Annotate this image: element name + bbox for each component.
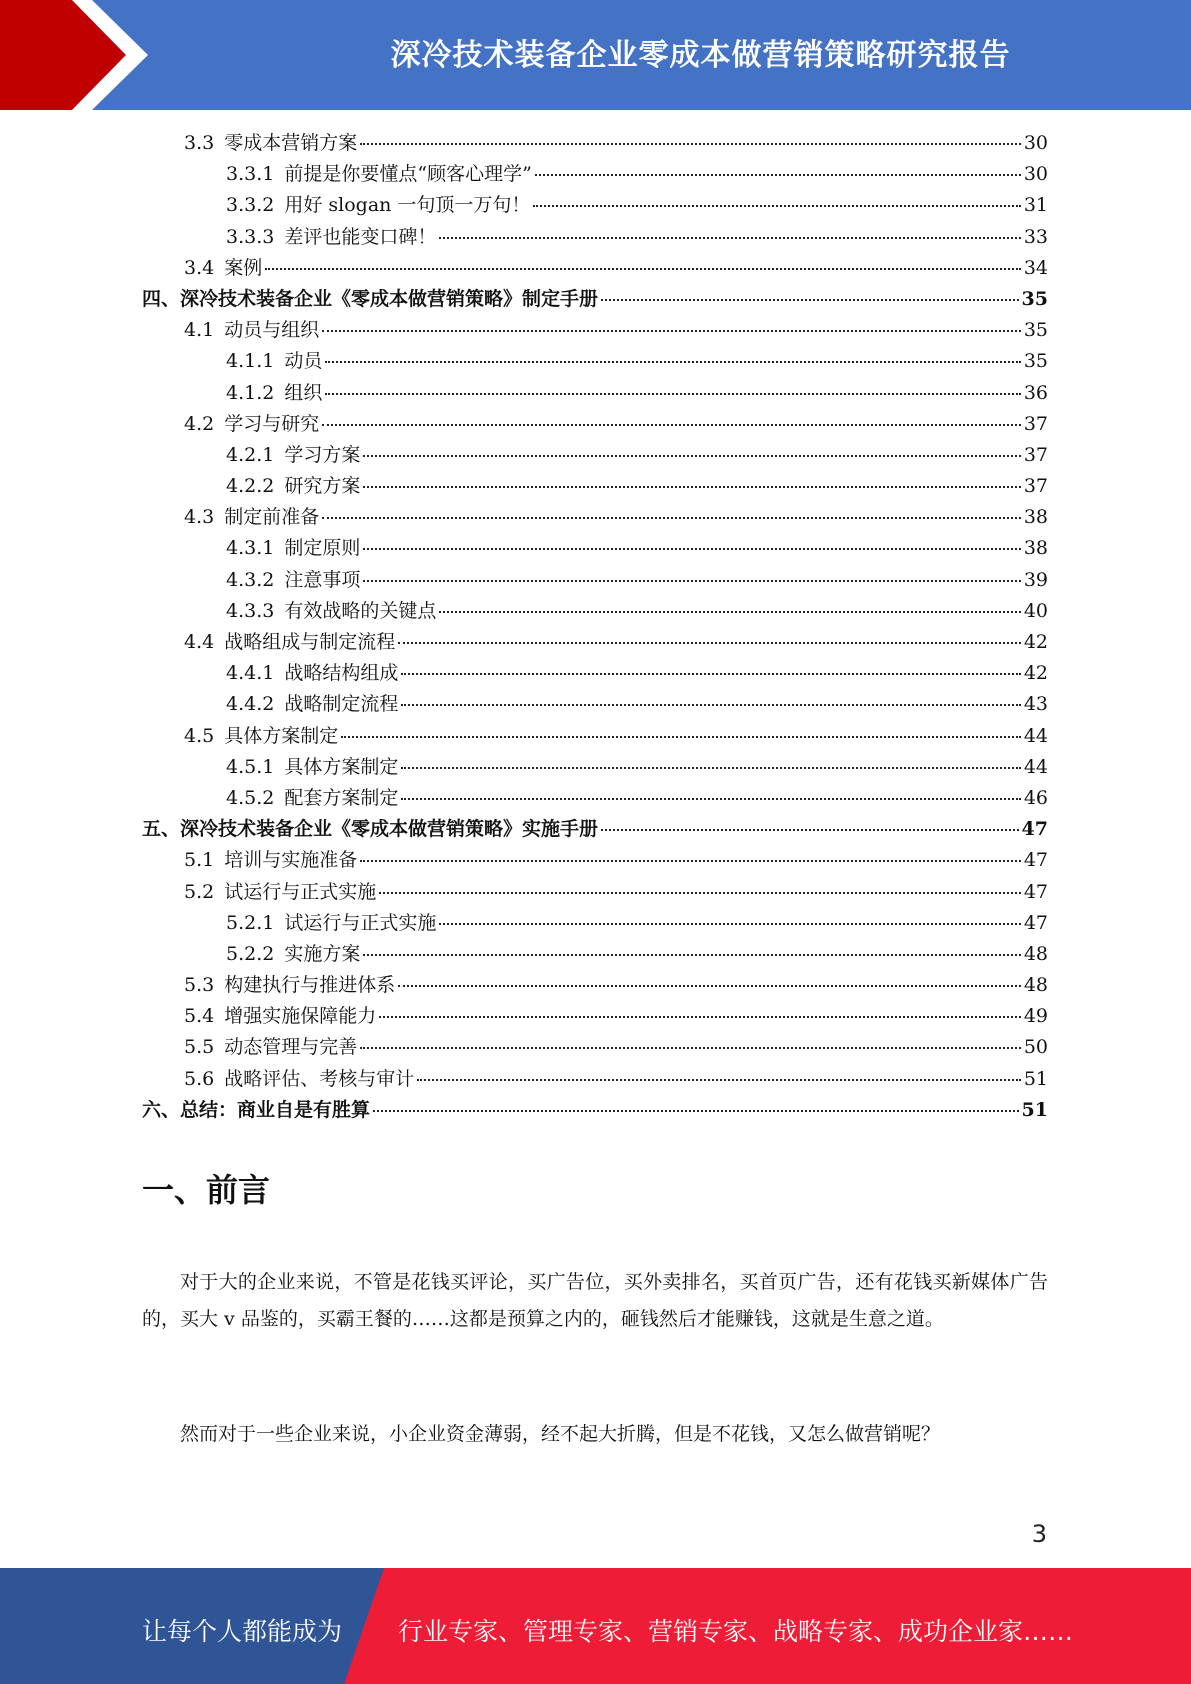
header-arrow-icon (0, 0, 160, 110)
toc-entry-page: 49 (1023, 1005, 1048, 1028)
toc-entry-title: 动员 (284, 350, 323, 373)
toc-entry[interactable] (142, 1032, 1048, 1063)
toc-entry-title: 有效战略的关键点 (284, 599, 437, 622)
toc-entry-page: 47 (1021, 818, 1048, 841)
toc-entry-page: 38 (1023, 506, 1048, 529)
toc-dot-leader (363, 954, 1020, 956)
toc-entry-title: 增强实施保障能力 (224, 1005, 377, 1028)
toc-dot-leader (533, 205, 1020, 207)
toc-entry-number: 4.2.2 (226, 475, 275, 498)
toc-entry-title: 注意事项 (284, 568, 361, 591)
toc-entry-number: 3.4 (184, 256, 215, 279)
toc-entry[interactable] (142, 565, 1048, 596)
toc-entry-title: 研究方案 (284, 475, 361, 498)
toc-entry-page: 34 (1023, 256, 1048, 279)
toc-entry-title: 六、总结：商业自是有胜算 (142, 1098, 371, 1121)
toc-dot-leader (322, 330, 1021, 332)
toc-dot-leader (401, 673, 1020, 675)
toc-entry-number: 5.3 (184, 974, 215, 997)
toc-entry-page: 42 (1023, 631, 1048, 653)
toc-entry-page: 30 (1023, 163, 1048, 186)
page-number: 3 (1031, 1520, 1047, 1548)
toc-entry-title: 案例 (224, 256, 263, 279)
toc-dot-leader (363, 455, 1020, 457)
paragraph-1: 对于大的企业来说，不管是花钱买评论，买广告位，买外卖排名，买首页广告，还有花钱买新媒体广告的，买大 v 品鉴的，买霸王餐的……这都是预算之内的，砸钱然后才能赚钱，这就是生意之道。 (142, 1271, 1048, 1330)
toc-entry[interactable] (142, 190, 1048, 221)
page-footer (0, 1568, 1191, 1684)
toc-entry-title: 具体方案制定 (284, 755, 399, 778)
toc-entry-title: 学习与研究 (224, 412, 320, 435)
toc-dot-leader (373, 1110, 1019, 1112)
toc-entry-page: 36 (1023, 381, 1048, 404)
paragraph-2: 然而对于一些企业来说，小企业资金薄弱，经不起大折腾，但是不花钱，又怎么做营销呢？ (180, 1423, 941, 1445)
toc-entry[interactable] (142, 877, 1048, 908)
toc-dot-leader (601, 299, 1019, 301)
toc-entry-page: 43 (1023, 693, 1048, 716)
toc-entry-number: 4.1.1 (226, 350, 275, 373)
toc-entry-page: 50 (1023, 1036, 1048, 1059)
section-heading: 一、前言 (142, 1171, 271, 1209)
toc-entry-number: 4.2 (184, 412, 215, 435)
toc-entry-page: 38 (1023, 537, 1048, 560)
toc-entry-page: 35 (1023, 319, 1048, 342)
toc-entry-number: 4.3 (184, 506, 215, 529)
toc-entry-title: 零成本营销方案 (224, 132, 358, 154)
toc-entry-page: 40 (1023, 599, 1048, 622)
toc-dot-leader (379, 892, 1021, 894)
toc-entry-page: 35 (1021, 287, 1048, 310)
toc-dot-leader (363, 580, 1020, 582)
toc-entry[interactable] (142, 970, 1048, 1001)
toc-entry-number: 4.5 (184, 724, 215, 747)
toc-entry[interactable] (142, 939, 1048, 970)
toc-entry-page: 30 (1023, 132, 1048, 154)
footer-slogan-left: 让每个人都能成为 (142, 1617, 343, 1646)
toc-entry[interactable] (142, 658, 1048, 689)
toc-entry[interactable] (142, 253, 1048, 284)
toc-dot-leader (398, 985, 1021, 987)
toc-entry-title: 试运行与正式实施 (284, 911, 437, 934)
toc-entry[interactable] (142, 783, 1048, 814)
toc-entry-title: 制定原则 (284, 537, 361, 560)
toc-entry[interactable] (142, 378, 1048, 409)
toc-entry-number: 4.1 (184, 319, 215, 342)
table-of-contents (142, 128, 1048, 1126)
toc-entry[interactable] (142, 409, 1048, 440)
toc-entry-page: 48 (1023, 942, 1048, 965)
toc-entry-page: 48 (1023, 974, 1048, 997)
toc-entry-number: 5.2.1 (226, 911, 275, 934)
toc-entry[interactable] (142, 284, 1048, 315)
toc-entry-number: 4.4.1 (226, 662, 275, 685)
toc-entry[interactable] (142, 315, 1048, 346)
toc-entry-number: 4.3.2 (226, 568, 275, 591)
toc-entry[interactable] (142, 159, 1048, 190)
toc-entry-title: 培训与实施准备 (224, 849, 358, 872)
toc-entry-page: 42 (1023, 662, 1048, 685)
toc-dot-leader (401, 798, 1020, 800)
toc-entry-page: 47 (1023, 880, 1048, 903)
toc-dot-leader (322, 424, 1021, 426)
toc-entry-title: 具体方案制定 (224, 724, 339, 747)
toc-entry-number: 4.1.2 (226, 381, 275, 404)
toc-entry[interactable] (142, 346, 1048, 377)
toc-dot-leader (401, 704, 1020, 706)
toc-entry-page: 47 (1023, 911, 1048, 934)
toc-entry-title: 构建执行与推进体系 (224, 974, 396, 997)
toc-dot-leader (439, 923, 1020, 925)
toc-dot-leader (417, 1079, 1021, 1081)
toc-dot-leader (360, 143, 1021, 145)
toc-entry-title: 用好 slogan 一句顶一万句！ (284, 194, 531, 217)
toc-dot-leader (322, 517, 1021, 519)
toc-entry-page: 37 (1023, 412, 1048, 435)
toc-entry-number: 4.5.1 (226, 755, 275, 778)
toc-entry-title: 五、深冷技术装备企业《零成本做营销策略》实施手册 (142, 818, 599, 841)
toc-entry[interactable] (142, 1001, 1048, 1032)
toc-entry-number: 3.3.1 (226, 163, 275, 186)
toc-entry-title: 学习方案 (284, 443, 361, 466)
toc-entry-number: 4.4.2 (226, 693, 275, 716)
toc-entry[interactable] (142, 908, 1048, 939)
footer-slogan-right: 行业专家、管理专家、营销专家、战略专家、成功企业家…… (398, 1617, 1074, 1646)
toc-entry-title: 战略制定流程 (284, 693, 399, 716)
toc-dot-leader (535, 174, 1021, 176)
report-title: 深冷技术装备企业零成本做营销策略研究报告 (390, 38, 1011, 73)
toc-dot-leader (439, 237, 1020, 239)
toc-entry[interactable] (142, 471, 1048, 502)
toc-dot-leader (360, 860, 1021, 862)
toc-entry-page: 51 (1023, 1067, 1048, 1090)
toc-entry-page: 37 (1023, 475, 1048, 498)
toc-entry-number: 4.5.2 (226, 786, 275, 809)
toc-dot-leader (325, 393, 1020, 395)
toc-entry-title: 差评也能变口碑！ (284, 225, 437, 248)
toc-entry-page: 35 (1023, 350, 1048, 373)
toc-entry-title: 动员与组织 (224, 319, 320, 342)
toc-entry[interactable] (142, 222, 1048, 253)
toc-entry[interactable] (142, 721, 1048, 752)
toc-entry[interactable] (142, 440, 1048, 471)
toc-dot-leader (341, 736, 1021, 738)
toc-entry-number: 5.2 (184, 880, 215, 903)
toc-entry-number: 5.5 (184, 1036, 215, 1059)
toc-entry-number: 4.3.3 (226, 599, 275, 622)
toc-dot-leader (379, 1016, 1021, 1018)
toc-entry-number: 3.3.2 (226, 194, 275, 217)
toc-entry[interactable] (142, 502, 1048, 533)
toc-entry-title: 战略组成与制定流程 (224, 631, 396, 653)
toc-entry-title: 四、深冷技术装备企业《零成本做营销策略》制定手册 (142, 287, 599, 310)
toc-dot-leader (601, 829, 1019, 831)
toc-entry[interactable] (142, 627, 1048, 658)
toc-dot-leader (439, 611, 1020, 613)
toc-entry-number: 4.2.1 (226, 443, 275, 466)
toc-entry-page: 46 (1023, 786, 1048, 809)
toc-entry-page: 44 (1023, 724, 1048, 747)
toc-entry-title: 战略评估、考核与审计 (224, 1067, 415, 1090)
toc-dot-leader (325, 361, 1020, 363)
toc-entry-page: 31 (1023, 194, 1048, 217)
toc-entry-title: 动态管理与完善 (224, 1036, 358, 1059)
toc-dot-leader (363, 548, 1020, 550)
toc-entry-number: 5.1 (184, 849, 215, 872)
toc-entry-number: 5.6 (184, 1067, 215, 1090)
toc-entry-page: 39 (1023, 568, 1048, 591)
toc-entry-title: 战略结构组成 (284, 662, 399, 685)
toc-entry-title: 实施方案 (284, 942, 361, 965)
toc-dot-leader (265, 268, 1021, 270)
toc-entry-page: 51 (1021, 1098, 1048, 1121)
toc-entry-title: 试运行与正式实施 (224, 880, 377, 903)
toc-entry-number: 4.3.1 (226, 537, 275, 560)
toc-entry-title: 组织 (284, 381, 323, 404)
toc-entry-title: 制定前准备 (224, 506, 320, 529)
toc-entry[interactable] (142, 814, 1048, 845)
toc-entry-number: 5.4 (184, 1005, 215, 1028)
toc-dot-leader (398, 642, 1021, 644)
toc-dot-leader (360, 1047, 1021, 1049)
toc-entry-page: 47 (1023, 849, 1048, 872)
toc-entry-number: 3.3 (184, 132, 215, 154)
page-header (0, 0, 1191, 110)
toc-dot-leader (363, 486, 1020, 488)
toc-entry[interactable] (142, 845, 1048, 876)
toc-entry-page: 37 (1023, 443, 1048, 466)
toc-entry[interactable] (142, 128, 1048, 159)
toc-entry[interactable] (142, 689, 1048, 720)
toc-entry[interactable] (142, 596, 1048, 627)
toc-entry[interactable] (142, 533, 1048, 564)
toc-entry-number: 5.2.2 (226, 942, 275, 965)
toc-entry-number: 4.4 (184, 631, 215, 653)
toc-entry[interactable] (142, 1064, 1048, 1095)
toc-entry-number: 3.3.3 (226, 225, 275, 248)
toc-entry[interactable] (142, 752, 1048, 783)
toc-dot-leader (401, 767, 1020, 769)
toc-entry-title: 配套方案制定 (284, 786, 399, 809)
toc-entry-page: 44 (1023, 755, 1048, 778)
toc-entry-page: 33 (1023, 225, 1048, 248)
toc-entry-title: 前提是你要懂点“顾客心理学” (284, 163, 532, 186)
toc-entry[interactable] (142, 1095, 1048, 1126)
